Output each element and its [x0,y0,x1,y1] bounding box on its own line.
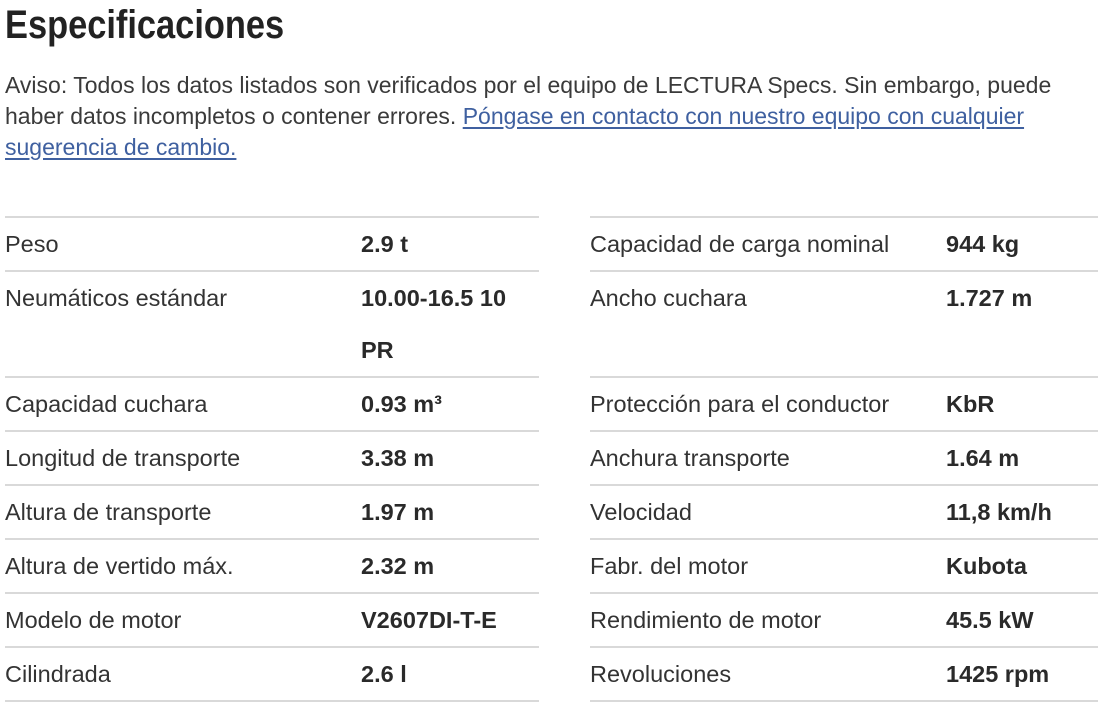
spec-row [590,376,1098,430]
spec-value: V2607DI-T-E [361,607,497,633]
spec-label: Altura de vertido máx. [5,553,234,579]
spec-label: Fabr. del motor [590,553,749,579]
spec-row [590,592,1098,646]
spec-label: Cilindrada [5,661,111,687]
spec-value: 1425 rpm [946,661,1050,687]
spec-row [5,592,539,646]
spec-row [590,484,1098,538]
spec-row [5,430,539,484]
spec-row [5,376,539,430]
spec-value: 3.38 m [361,445,435,471]
spec-label: Longitud de transporte [5,445,241,471]
spec-value: 1.727 m [946,285,1033,311]
spec-value: 2.6 l [361,661,407,687]
spec-table-left [5,216,539,702]
spec-label: Altura de transporte [5,499,212,525]
contact-link[interactable]: Póngase en contacto con nuestro equipo con cualquier sugerencia de cambio. [5,103,1025,160]
spec-row [590,538,1098,592]
spec-label: Peso [5,231,59,257]
spec-label: Protección para el conductor [590,391,890,417]
notice-body: Aviso: Todos los datos listados son verificados por el equipo de LECTURA Specs. Sin embargo, puede haber datos incompletos o contener errores. [5,72,1052,129]
page-title: Especificaciones [5,3,285,47]
spec-label: Modelo de motor [5,607,182,633]
spec-label: Neumáticos estándar [5,285,228,311]
spec-row [590,430,1098,484]
notice-text [5,70,1095,163]
spec-value: 1.97 m [361,499,435,525]
spec-value: KbR [946,391,995,417]
spec-label: Ancho cuchara [590,285,747,311]
spec-row [5,270,539,376]
spec-label: Capacidad de carga nominal [590,231,890,257]
spec-row [590,216,1098,270]
spec-label: Rendimiento de motor [590,607,822,633]
spec-value: Kubota [946,553,1027,579]
spec-row [590,270,1098,376]
spec-label: Capacidad cuchara [5,391,208,417]
spec-value: 0.93 m³ [361,391,442,417]
spec-row [5,484,539,538]
spec-label: Velocidad [590,499,692,525]
spec-row [5,646,539,702]
spec-value: 2.32 m [361,553,435,579]
spec-value: 1.64 m [946,445,1020,471]
spec-table-right [590,216,1098,702]
spec-value: 2.9 t [361,231,409,257]
spec-label: Revoluciones [590,661,732,687]
spec-value: 45.5 kW [946,607,1034,633]
spec-label: Anchura transporte [590,445,790,471]
spec-row [5,216,539,270]
spec-value: 944 kg [946,231,1020,257]
spec-value: 11,8 km/h [946,499,1052,525]
spec-row [5,538,539,592]
spec-value: 10.00-16.5 10 PR [361,285,507,363]
specifications-section [5,0,1098,687]
spec-row [590,646,1098,702]
